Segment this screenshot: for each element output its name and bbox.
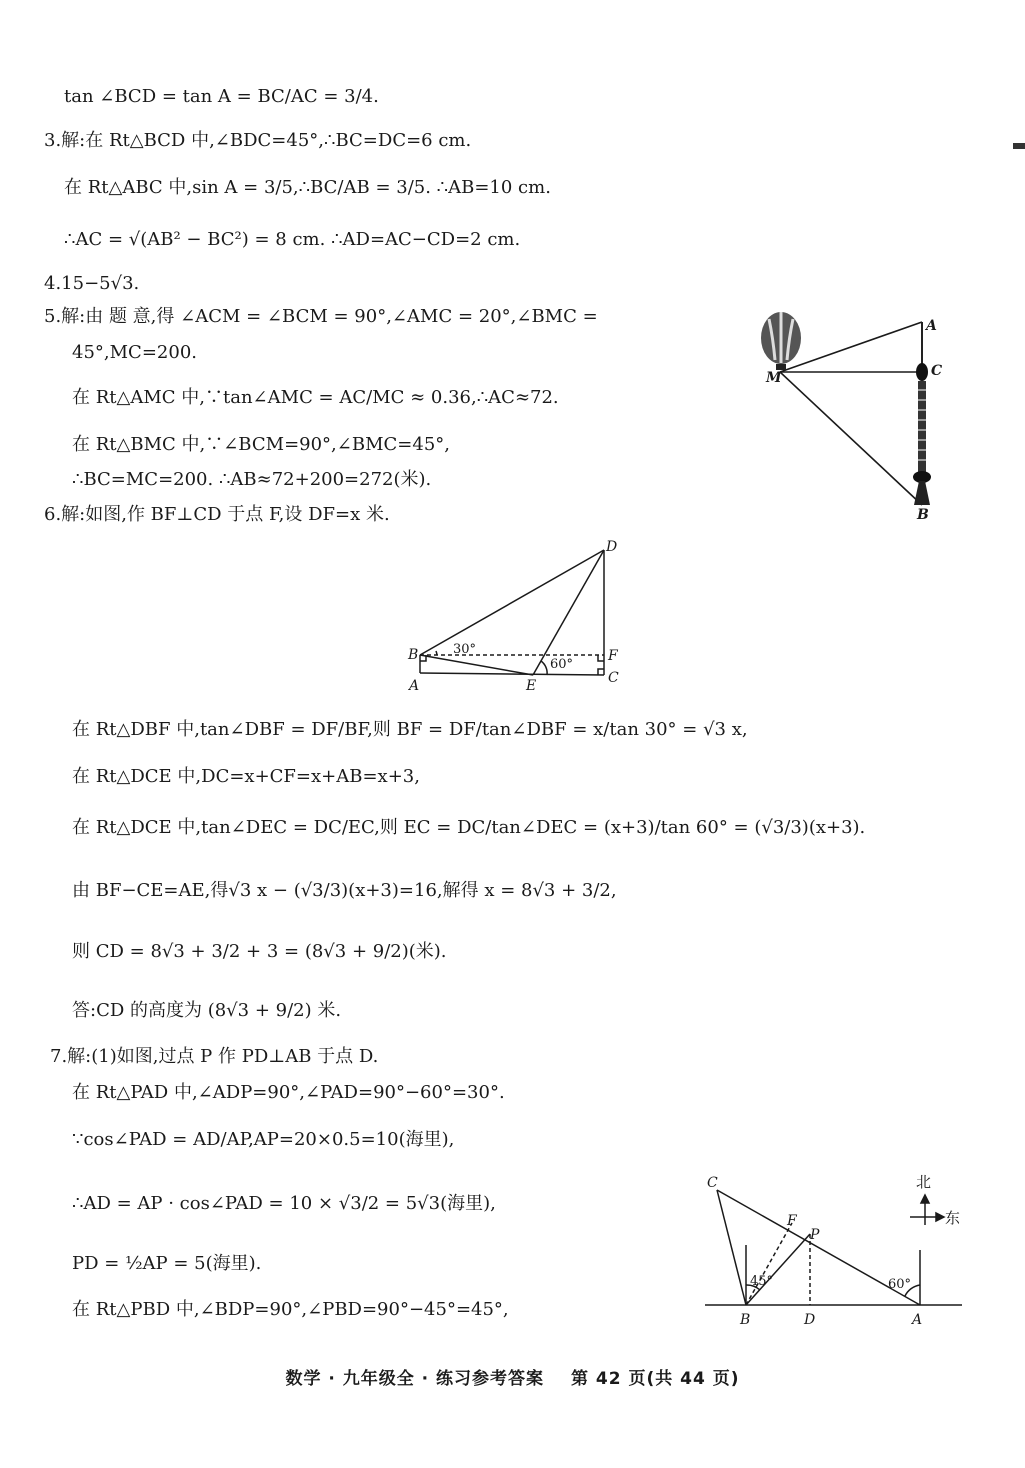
answer-line: 7.解:(1)如图,过点 P 作 PD⊥AB 于点 D. — [50, 1046, 379, 1067]
balloon-icon — [761, 312, 801, 370]
label-E: E — [526, 678, 537, 694]
label-P: P — [810, 1227, 820, 1243]
answer-line: 在 Rt△DBF 中,tan∠DBF = DF/BF,则 BF = DF/tan∠DBF = x/tan 30° = √3 x, — [72, 719, 748, 740]
footer-page-number: 第 42 页(共 44 页) — [570, 1369, 740, 1389]
label-F: F — [787, 1213, 797, 1229]
label-C: C — [931, 363, 943, 379]
label-M: M — [766, 370, 782, 386]
answer-line: 则 CD = 8√3 + 3/2 + 3 = (8√3 + 9/2)(米). — [72, 941, 447, 962]
page-footer — [0, 1364, 1025, 1389]
label-A: A — [926, 318, 937, 334]
east-label: 东 — [945, 1209, 961, 1227]
label-B: B — [740, 1312, 751, 1328]
answer-line: 在 Rt△DCE 中,DC=x+CF=x+AB=x+3, — [72, 766, 420, 787]
answer-line: 5.解:由 题 意,得 ∠ACM = ∠BCM = 90°,∠AMC = 20°,∠BMC = — [44, 306, 598, 327]
answer-line: 由 BF−CE=AE,得√3 x − (√3/3)(x+3)=16,解得 x = 8√3 + 3/2, — [72, 880, 617, 901]
answer-line: ∴AC = √(AB² − BC²) = 8 cm. ∴AD=AC−CD=2 cm. — [64, 229, 521, 250]
answer-line: tan ∠BCD = tan A = BC/AC = 3/4. — [64, 86, 379, 107]
answer-line: 在 Rt△AMC 中,∵tan∠AMC = AC/MC ≈ 0.36,∴AC≈72. — [72, 387, 559, 408]
compass-icon — [910, 1195, 944, 1225]
label-F: F — [608, 648, 618, 664]
answer-line: 答:CD 的高度为 (8√3 + 9/2) 米. — [72, 1000, 342, 1021]
ship-bearing-figure — [700, 1165, 975, 1335]
label-A: A — [912, 1312, 923, 1328]
north-label: 北 — [916, 1173, 932, 1191]
angle-60: 60° — [888, 1277, 912, 1292]
answer-line: 6.解:如图,作 BF⊥CD 于点 F,设 DF=x 米. — [44, 504, 390, 525]
label-C: C — [707, 1175, 718, 1191]
answer-line: ∵cos∠PAD = AD/AP,AP=20×0.5=10(海里), — [72, 1129, 455, 1150]
angle-45: 45° — [750, 1274, 774, 1289]
footer-title: 数学 · 九年级全 · 练习参考答案 — [285, 1369, 545, 1389]
answer-line: 在 Rt△PAD 中,∠ADP=90°,∠PAD=90°−60°=30°. — [72, 1082, 505, 1103]
label-A: A — [409, 678, 420, 694]
label-B: B — [408, 647, 419, 663]
balloon-tower-figure — [755, 305, 965, 525]
label-D: D — [606, 539, 618, 555]
answer-line: 45°,MC=200. — [72, 342, 197, 363]
label-D: D — [804, 1312, 816, 1328]
answer-line: PD = ½AP = 5(海里). — [72, 1253, 262, 1274]
answer-line: ∴BC=MC=200. ∴AB≈72+200=272(米). — [72, 469, 432, 490]
answer-line: 在 Rt△ABC 中,sin A = 3/5,∴BC/AB = 3/5. ∴AB=10 cm. — [64, 177, 551, 198]
label-C: C — [608, 670, 619, 686]
answer-line: 3.解:在 Rt△BCD 中,∠BDC=45°,∴BC=DC=6 cm. — [44, 130, 472, 151]
answer-line: 在 Rt△BMC 中,∵∠BCM=90°,∠BMC=45°, — [72, 434, 450, 455]
triangle-figure-6 — [400, 535, 630, 695]
answer-line: 在 Rt△DCE 中,tan∠DEC = DC/EC,则 EC = DC/tan∠DEC = (x+3)/tan 60° = (√3/3)(x+3). — [72, 817, 866, 838]
edge-mark — [1013, 143, 1025, 149]
answer-line: 4.15−5√3. — [44, 273, 140, 294]
tower-icon — [913, 322, 931, 505]
answer-line: ∴AD = AP · cos∠PAD = 10 × √3/2 = 5√3(海里), — [72, 1193, 496, 1214]
angle-30: 30° — [453, 642, 477, 657]
angle-60: 60° — [550, 657, 574, 672]
answer-line: 在 Rt△PBD 中,∠BDP=90°,∠PBD=90°−45°=45°, — [72, 1299, 509, 1320]
label-B: B — [917, 507, 929, 523]
